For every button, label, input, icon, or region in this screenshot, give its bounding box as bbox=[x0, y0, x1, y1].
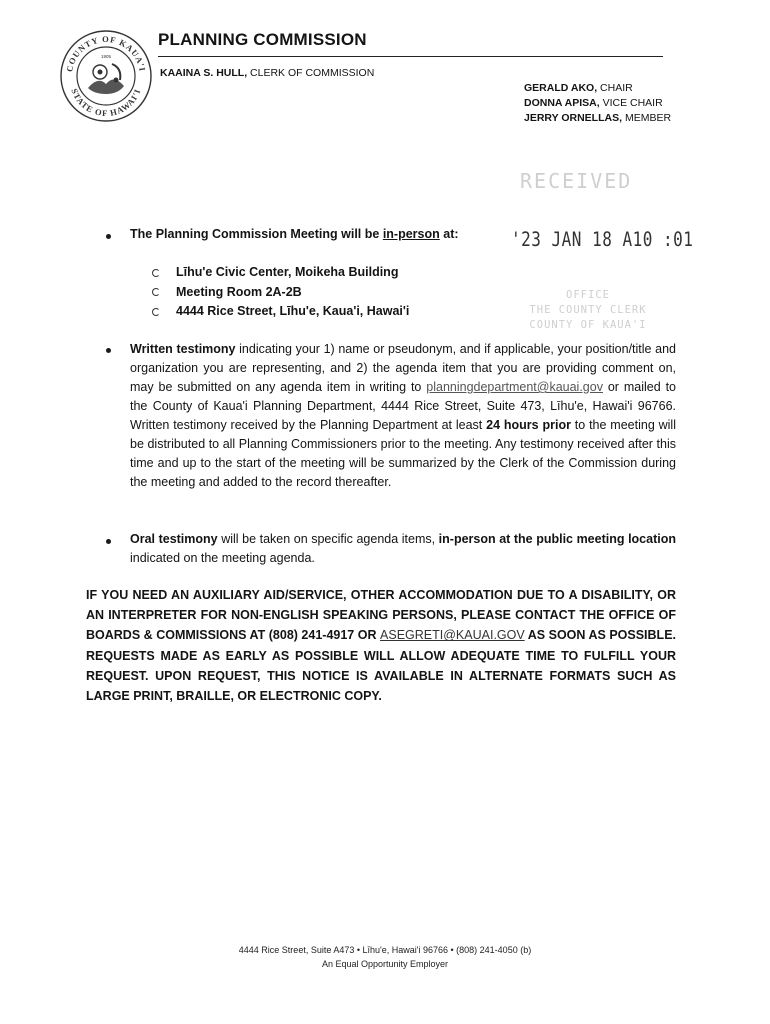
list-item: Līhu'e Civic Center, Moikeha Building bbox=[152, 263, 409, 283]
bullet-icon bbox=[106, 539, 111, 544]
member-chair: GERALD AKO, CHAIR bbox=[524, 82, 633, 94]
seal-ring-bottom: STATE OF HAWAI'I bbox=[69, 87, 143, 119]
clerk-name: KAAINA S. HULL, bbox=[160, 67, 248, 79]
accessibility-notice: IF YOU NEED AN AUXILIARY AID/SERVICE, OTHER ACCOMMODATION DUE TO A DISABILITY, OR AN INTERPRETER FOR NON-ENGLISH SPEAKING PERSONS, PLEASE CONTACT THE OFFICE OF BOARDS & COMMISSIONS AT (808) 241-4917 OR ASEGRETI@KAUAI.GOV AS SOON AS POSSIBLE. REQUESTS MADE AS EARLY AS POSSIBLE WILL ALLOW ADEQUATE TIME TO FULFILL YOUR REQUEST. UPON REQUEST, THIS NOTICE IS AVAILABLE IN ALTERNATE FORMATS SUCH AS LARGE PRINT, BRAILLE, OR ELECTRONIC COPY. bbox=[86, 588, 677, 704]
list-item: 4444 Rice Street, Līhu'e, Kaua'i, Hawai'i bbox=[152, 302, 409, 322]
oral-testimony-paragraph: Oral testimony will be taken on specific agenda items, in-person at the public meeting location indicated on the meeting agenda. bbox=[130, 532, 676, 565]
clerk-line bbox=[160, 67, 374, 79]
footer-address: 4444 Rice Street, Suite A473 • Līhu'e, Hawai'i 96766 • (808) 241-4050 (b) bbox=[238, 945, 532, 955]
list-item: Meeting Room 2A-2B bbox=[152, 283, 409, 303]
clerk-role: CLERK OF COMMISSION bbox=[250, 67, 375, 79]
seal-icon bbox=[58, 28, 154, 124]
page-footer bbox=[0, 943, 770, 971]
received-stamp: RECEIVED bbox=[520, 169, 633, 193]
bullet-icon bbox=[106, 234, 111, 239]
seal-ring-top: COUNTY OF KAUA'I bbox=[64, 34, 148, 73]
received-stamp-date: '23 JAN 18 A10 :01 bbox=[511, 228, 694, 251]
header-divider bbox=[158, 56, 663, 57]
planning-email-link[interactable]: planningdepartment@kauai.gov bbox=[426, 380, 603, 394]
county-seal-logo bbox=[58, 28, 154, 124]
page-title: PLANNING COMMISSION bbox=[158, 30, 367, 49]
sub-bullet-icon bbox=[152, 269, 160, 277]
sub-bullet-icon bbox=[152, 288, 160, 296]
venue-list bbox=[152, 263, 409, 322]
sub-bullet-icon bbox=[152, 308, 160, 316]
written-testimony-paragraph: Written testimony indicating your 1) name or pseudonym, and if applicable, your position/title and organization you are representing, and 2) the agenda item that you are providing comment on, may be submitted on any agenda item in writing to planningdepartment@kauai.gov or mailed to the County of Kaua'i Planning Department, 4444 Rice Street, Suite 473, Līhu'e, Hawai'i 96766. Written testimony received by the Planning Department at least 24 hours prior to the meeting will be distributed to all Planning Commissioners prior to the meeting. Any testimony received after this time and up to the start of the meeting will be summarized by the Clerk of the Commission during the meeting and added to the record thereafter. bbox=[130, 342, 677, 489]
member-vice-chair: DONNA APISA, VICE CHAIR bbox=[524, 97, 663, 109]
footer-tagline: An Equal Opportunity Employer bbox=[321, 959, 449, 969]
bullet-icon bbox=[106, 348, 111, 353]
member: JERRY ORNELLAS, MEMBER bbox=[524, 112, 672, 124]
commission-members bbox=[524, 81, 671, 126]
seal-year: 1905 bbox=[100, 54, 112, 59]
venue-heading: The Planning Commission Meeting will be in-person at: bbox=[130, 227, 459, 241]
received-stamp-office: OFFICE THE COUNTY CLERK COUNTY OF KAUA'I bbox=[529, 289, 647, 331]
accessibility-email-link[interactable]: ASEGRETI@KAUAI.GOV bbox=[380, 628, 525, 643]
